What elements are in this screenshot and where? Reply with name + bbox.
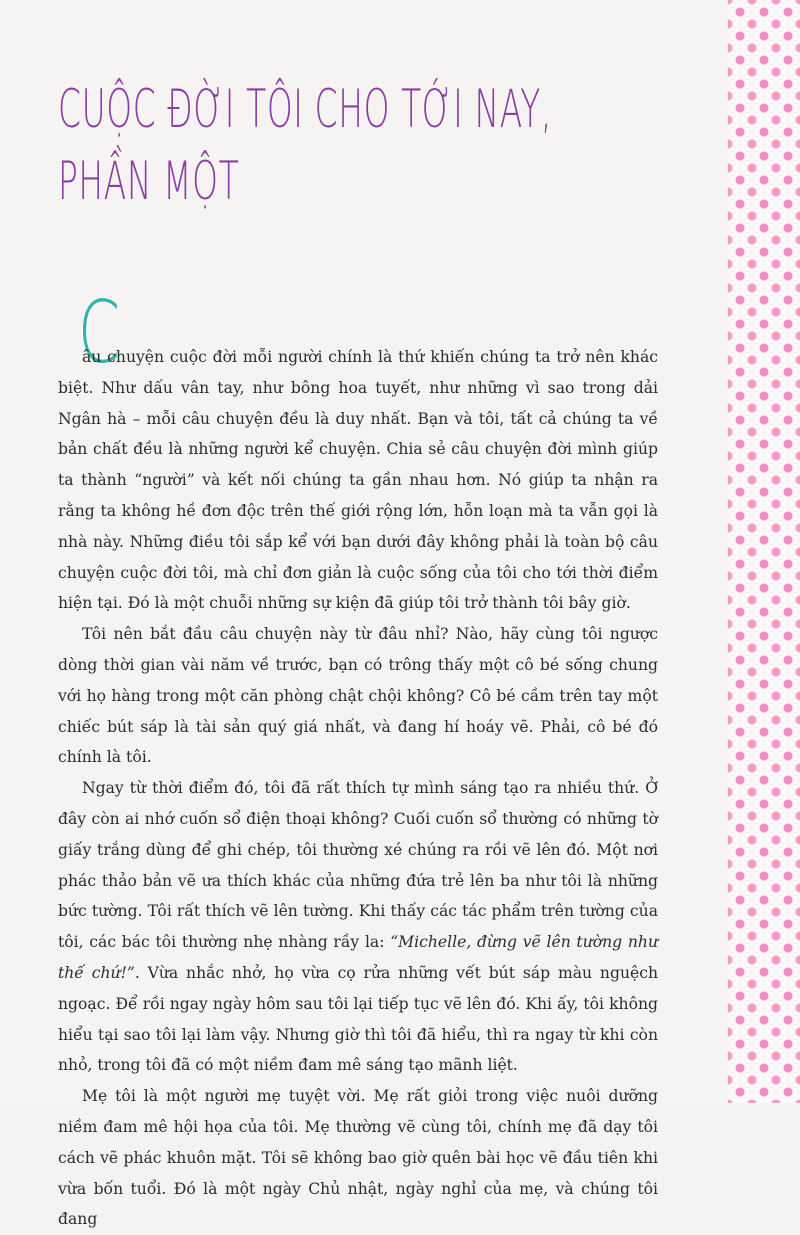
paragraph-3-text-a: Ngay từ thời điểm đó, tôi đã rất thích tự mình sáng tạo ra nhiều thứ. Ở đây còn ai nhớ cuốn sổ điện thoại không? Cuối cuốn sổ thường có những tờ giấy trắng dùng để ghi chép, tôi thường xé chúng ra rồi vẽ lên đó. Một nơi phác thảo bản vẽ ưa thích khác của những đứa trẻ lên ba như tôi là những bức tường. Tôi rất thích vẽ lên tường. Khi thấy các tác phẩm trên tường của tôi, các bác tôi thường nhẹ nhàng rầy la: xyxy=(58,779,658,952)
chapter-title xyxy=(58,74,553,218)
chapter-title-line-2: PHẦN MỘT xyxy=(58,151,240,212)
paragraph-1 xyxy=(58,342,658,619)
polka-dot-border xyxy=(728,0,800,1103)
paragraph-3-quote: “Michelle, đừng vẽ lên tường như thế chứ!” xyxy=(58,933,658,982)
body-text xyxy=(58,342,658,1235)
paragraph-4: Mẹ tôi là một người mẹ tuyệt vời. Mẹ rất giỏi trong việc nuôi dưỡng niềm đam mê hội họa của tôi. Mẹ thường vẽ cùng tôi, chính mẹ đã dạy tôi cách vẽ phác khuôn mặt. Tôi sẽ không bao giờ quên bài học vẽ đầu tiên khi vừa bốn tuổi. Đó là một ngày Chủ nhật, ngày nghỉ của mẹ, và chúng tôi đang xyxy=(58,1087,658,1229)
paragraph-3 xyxy=(58,773,658,1081)
paragraph-3-text-b: . Vừa nhắc nhở, họ vừa cọ rửa những vết bút sáp màu nguệch ngoạc. Để rồi ngay ngày hôm sau tôi lại tiếp tục vẽ lên đó. Khi ấy, tôi không hiểu tại sao tôi lại làm vậy. Nhưng giờ thì tôi đã hiểu, thì ra ngay từ khi còn nhỏ, trong tôi đã có một niềm đam mê sáng tạo mãnh liệt. xyxy=(58,963,658,1075)
drop-cap: C xyxy=(78,283,121,383)
paragraph-2: Tôi nên bắt đầu câu chuyện này từ đâu nhỉ? Nào, hãy cùng tôi ngược dòng thời gian vài năm về trước, bạn có trông thấy một cô bé sống chung với họ hàng trong một căn phòng chật chội không? Cô bé cầm trên tay một chiếc bút sáp là tài sản quý giá nhất, và đang hí hoáy vẽ. Phải, cô bé đó chính là tôi. xyxy=(58,625,658,767)
chapter-title-line-1: CUỘC ĐỜI TÔI CHO TỚI NAY, xyxy=(58,79,553,140)
paragraph-1-text: âu chuyện cuộc đời mỗi người chính là thứ khiến chúng ta trở nên khác biệt. Như dấu vân tay, như bông hoa tuyết, như những vì sao trong dải Ngân hà – mỗi câu chuyện đều là duy nhất. Bạn và tôi, tất cả chúng ta về bản chất đều là những người kể chuyện. Chia sẻ câu chuyện đời mình giúp ta thành “người” và kết nối chúng ta gần nhau hơn. Nó giúp ta nhận ra rằng ta không hề đơn độc trên thế giới rộng lớn, hỗn loạn mà ta vẫn gọi là nhà này. Những điều tôi sắp kể với bạn dưới đây không phải là toàn bộ câu chuyện cuộc đời tôi, mà chỉ đơn giản là cuộc sống của tôi cho tới thời điểm hiện tại. Đó là một chuỗi những sự kiện đã giúp tôi trở thành tôi bây giờ. xyxy=(58,348,658,613)
